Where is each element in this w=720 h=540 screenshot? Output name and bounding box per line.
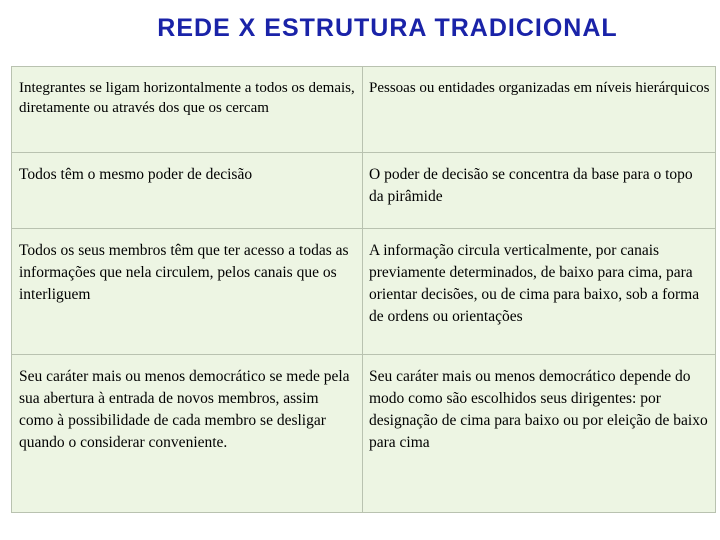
table-row [12, 67, 716, 153]
traditional-cell: Seu caráter mais ou menos democrático depende do modo como são escolhidos seus dirigentes: por designação de cima para baixo ou por eleição de baixo para cima [363, 355, 716, 513]
traditional-cell: O poder de decisão se concentra da base para o topo da pirâmide [363, 153, 716, 229]
traditional-cell: Pessoas ou entidades organizadas em níveis hierárquicos [363, 67, 716, 153]
traditional-cell: A informação circula verticalmente, por canais previamente determinados, de baixo para cima, para orientar decisões, ou de cima para baixo, sob a forma de ordens ou orientações [363, 229, 716, 355]
network-cell: Seu caráter mais ou menos democrático se mede pela sua abertura à entrada de novos membros, assim como à possibilidade de cada membro se desligar quando o considerar conveniente. [12, 355, 363, 513]
table-row [12, 355, 716, 513]
comparison-table [11, 66, 716, 513]
network-cell: Integrantes se ligam horizontalmente a todos os demais, diretamente ou através dos que os cercam [12, 67, 363, 153]
network-cell: Todos os seus membros têm que ter acesso a todas as informações que nela circulem, pelos canais que os interliguem [12, 229, 363, 355]
network-cell: Todos têm o mesmo poder de decisão [12, 153, 363, 229]
slide-title: REDE X ESTRUTURA TRADICIONAL [157, 14, 618, 42]
table-row [12, 229, 716, 355]
table-row [12, 153, 716, 229]
